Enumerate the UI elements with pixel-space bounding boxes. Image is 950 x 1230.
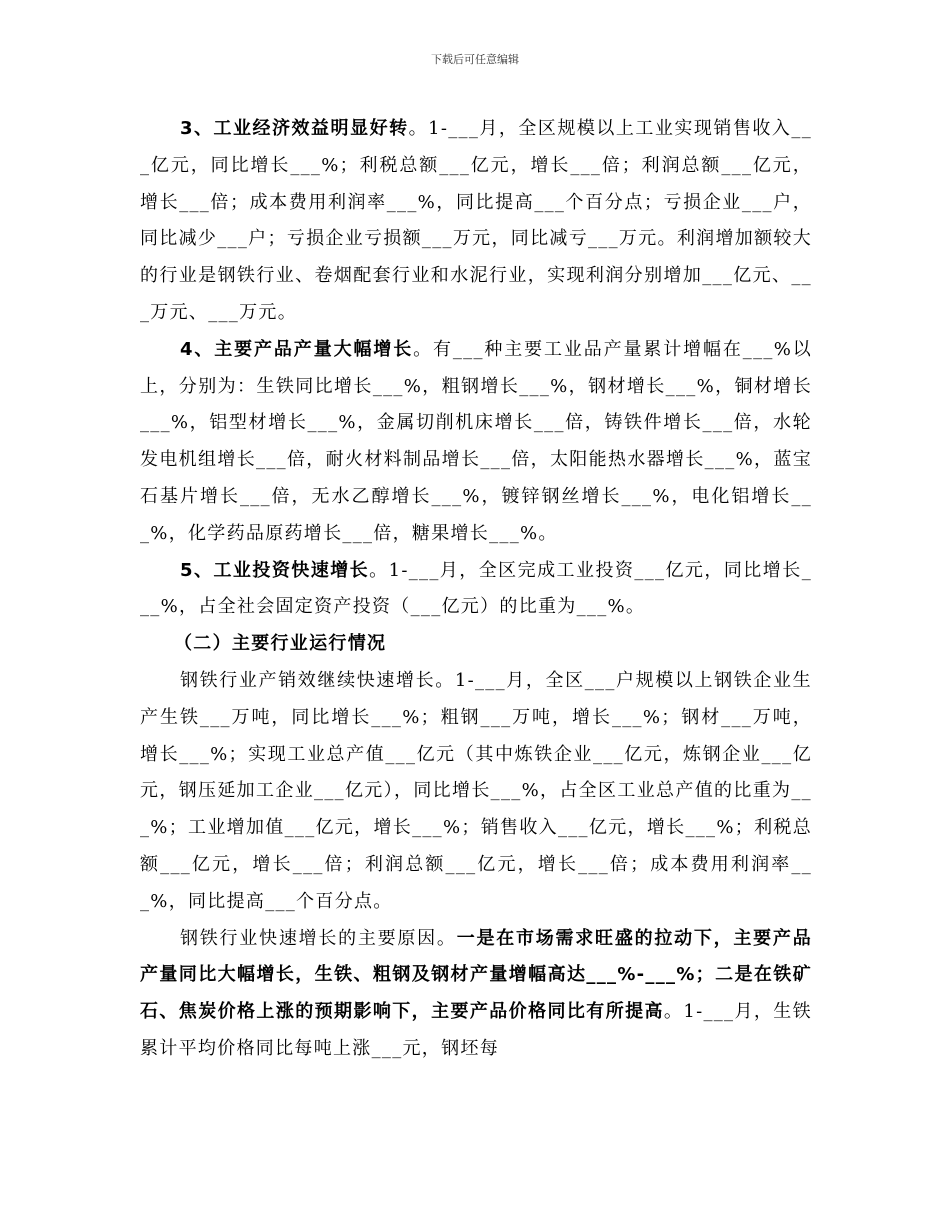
heading-product-output: 4、主要产品产量大幅增长 <box>180 338 414 360</box>
paragraph-product-output <box>140 332 812 553</box>
heading-industrial-efficiency: 3、工业经济效益明显好转 <box>180 118 409 139</box>
text-product-output: 。有___种主要工业品产量累计增幅在___%以上，分别为：生铁同比增长___%，粗钢增长___%，钢材增长___%，铜材增长___%，铝型材增长___%，金属切削机床增长___倍，铸铁件增长___倍，水轮发电机组增长___倍，耐火材料制品增长___倍，太阳能热水器增长___%，蓝宝石基片增长___倍，无水乙醇增长___%，镀锌钢丝增长___%，电化铝增长___%，化学药品原药增长___倍，糖果增长___%。 <box>140 338 812 544</box>
paragraph-steel-growth-reasons <box>140 921 812 1068</box>
text-industrial-efficiency: 。1-___月，全区规模以上工业实现销售收入___亿元，同比增长___%；利税总额___亿元，增长___倍；利润总额___亿元，增长___倍；成本费用利润率___%，同比提高___个百分点；亏损企业___户，同比减少___户；亏损企业亏损额___万元，同比减亏___万元。利润增加额较大的行业是钢铁行业、卷烟配套行业和水泥行业，实现利润分别增加___亿元、___万元、___万元。 <box>140 118 813 323</box>
page-header: 下载后可任意编辑 <box>431 53 519 66</box>
text-steel-growth-price: 。1-___月，生铁累计平均价格同比每吨上涨___元，钢坯每 <box>140 1001 812 1059</box>
document-body <box>140 111 812 1068</box>
heading-industrial-investment: 5、工业投资快速增长 <box>180 559 370 581</box>
section-heading-main-industries: （二）主要行业运行情况 <box>174 633 387 655</box>
text-steel-growth-reasons-bold: 一是在市场需求旺盛的拉动下，主要产品产量同比大幅增长，生铁、粗钢及钢材产量增幅高达___%-___%；二是在铁矿石、焦炭价格上涨的预期影响下，主要产品价格同比有所提高 <box>140 927 812 1023</box>
paragraph-steel-industry: 钢铁行业产销效继续快速增长。1-___月，全区___户规模以上钢铁企业生产生铁___万吨，同比增长___%；粗钢___万吨，增长___%；钢材___万吨，增长___%；实现工业总产值___亿元（其中炼铁企业___亿元，炼钢企业___亿元，钢压延加工企业___亿元），同比增长___%，占全区工业总产值的比重为___%；工业增加值___亿元，增长___%；销售收入___亿元，增长___%；利税总额___亿元，增长___倍；利润总额___亿元，增长___倍；成本费用利润率___%，同比提高___个百分点。 <box>140 669 812 912</box>
paragraph-industrial-investment <box>140 553 812 627</box>
text-industrial-investment: 。1-___月，全区完成工业投资___亿元，同比增长___%，占全社会固定资产投资（___亿元）的比重为___%。 <box>140 559 812 618</box>
paragraph-industrial-efficiency <box>140 111 812 332</box>
text-steel-growth-lead: 钢铁行业快速增长的主要原因。 <box>180 927 457 949</box>
